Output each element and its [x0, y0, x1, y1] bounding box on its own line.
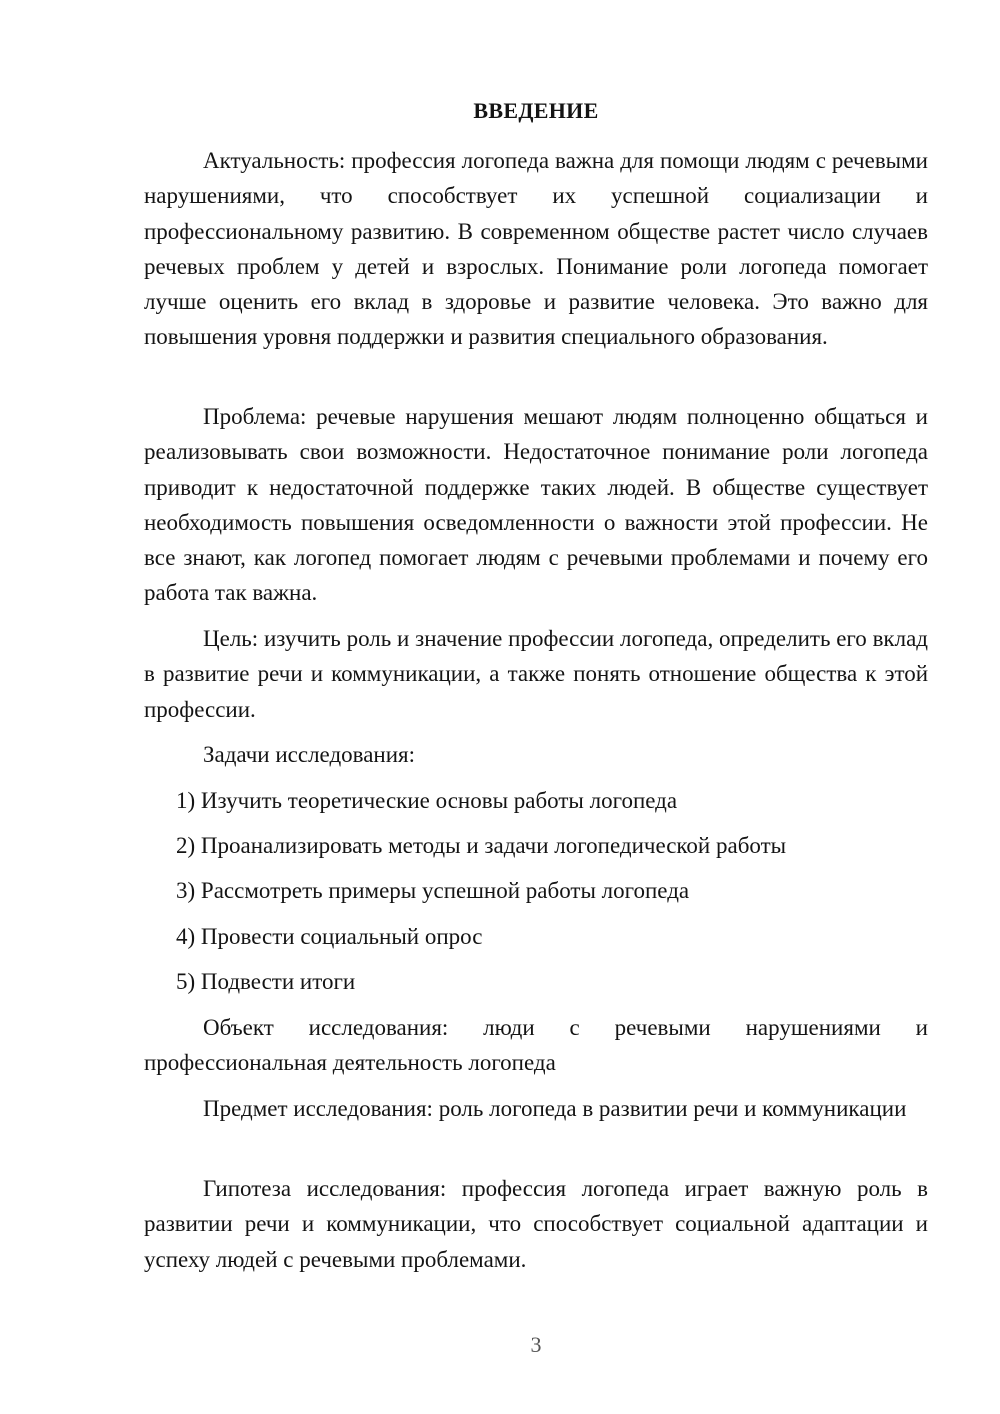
task-item: 3) Рассмотреть примеры успешной работы логопеда [176, 878, 690, 903]
problem-paragraph: Проблема: речевые нарушения мешают людям полноценно общаться и реализовывать свои возможности. Недостаточное понимание роли логопеда приводит к недостаточной поддержке таких людей. В обществе существует необходимость повышения осведомленности о важности этой профессии. Не все знают, как логопед помогает людям с речевыми проблемами и почему его работа так важна. [144, 404, 928, 606]
goal-paragraph: Цель: изучить роль и значение профессии логопеда, определить его вклад в развитие речи и коммуникации, а также понять отношение общества к этой профессии. [144, 626, 928, 722]
page-number: 3 [530, 1332, 542, 1357]
tasks-heading: Задачи исследования: [203, 742, 416, 767]
page-title: ВВЕДЕНИЕ [473, 98, 599, 123]
task-item: 1) Изучить теоретические основы работы логопеда [176, 788, 678, 813]
task-item: 2) Проанализировать методы и задачи логопедической работы [176, 833, 787, 858]
task-item: 5) Подвести итоги [176, 969, 356, 994]
hypothesis-paragraph: Гипотеза исследования: профессия логопеда играет важную роль в развитии речи и коммуникации, что способствует социальной адаптации и успеху людей с речевыми проблемами. [144, 1176, 928, 1272]
task-item: 4) Провести социальный опрос [176, 924, 483, 949]
relevance-paragraph: Актуальность: профессия логопеда важна для помощи людям с речевыми нарушениями, что способствует их успешной социализации и профессиональному развитию. В современном обществе растет число случаев речевых проблем у детей и взрослых. Понимание роли логопеда помогает лучше оценить его вклад в здоровье и развитие человека. Это важно для повышения уровня поддержки и развития специального образования. [144, 148, 928, 350]
subject-paragraph: Предмет исследования: роль логопеда в развитии речи и коммуникации [203, 1096, 907, 1121]
object-paragraph: Объект исследования: люди с речевыми нарушениями и профессиональная деятельность логопеда [144, 1015, 928, 1076]
